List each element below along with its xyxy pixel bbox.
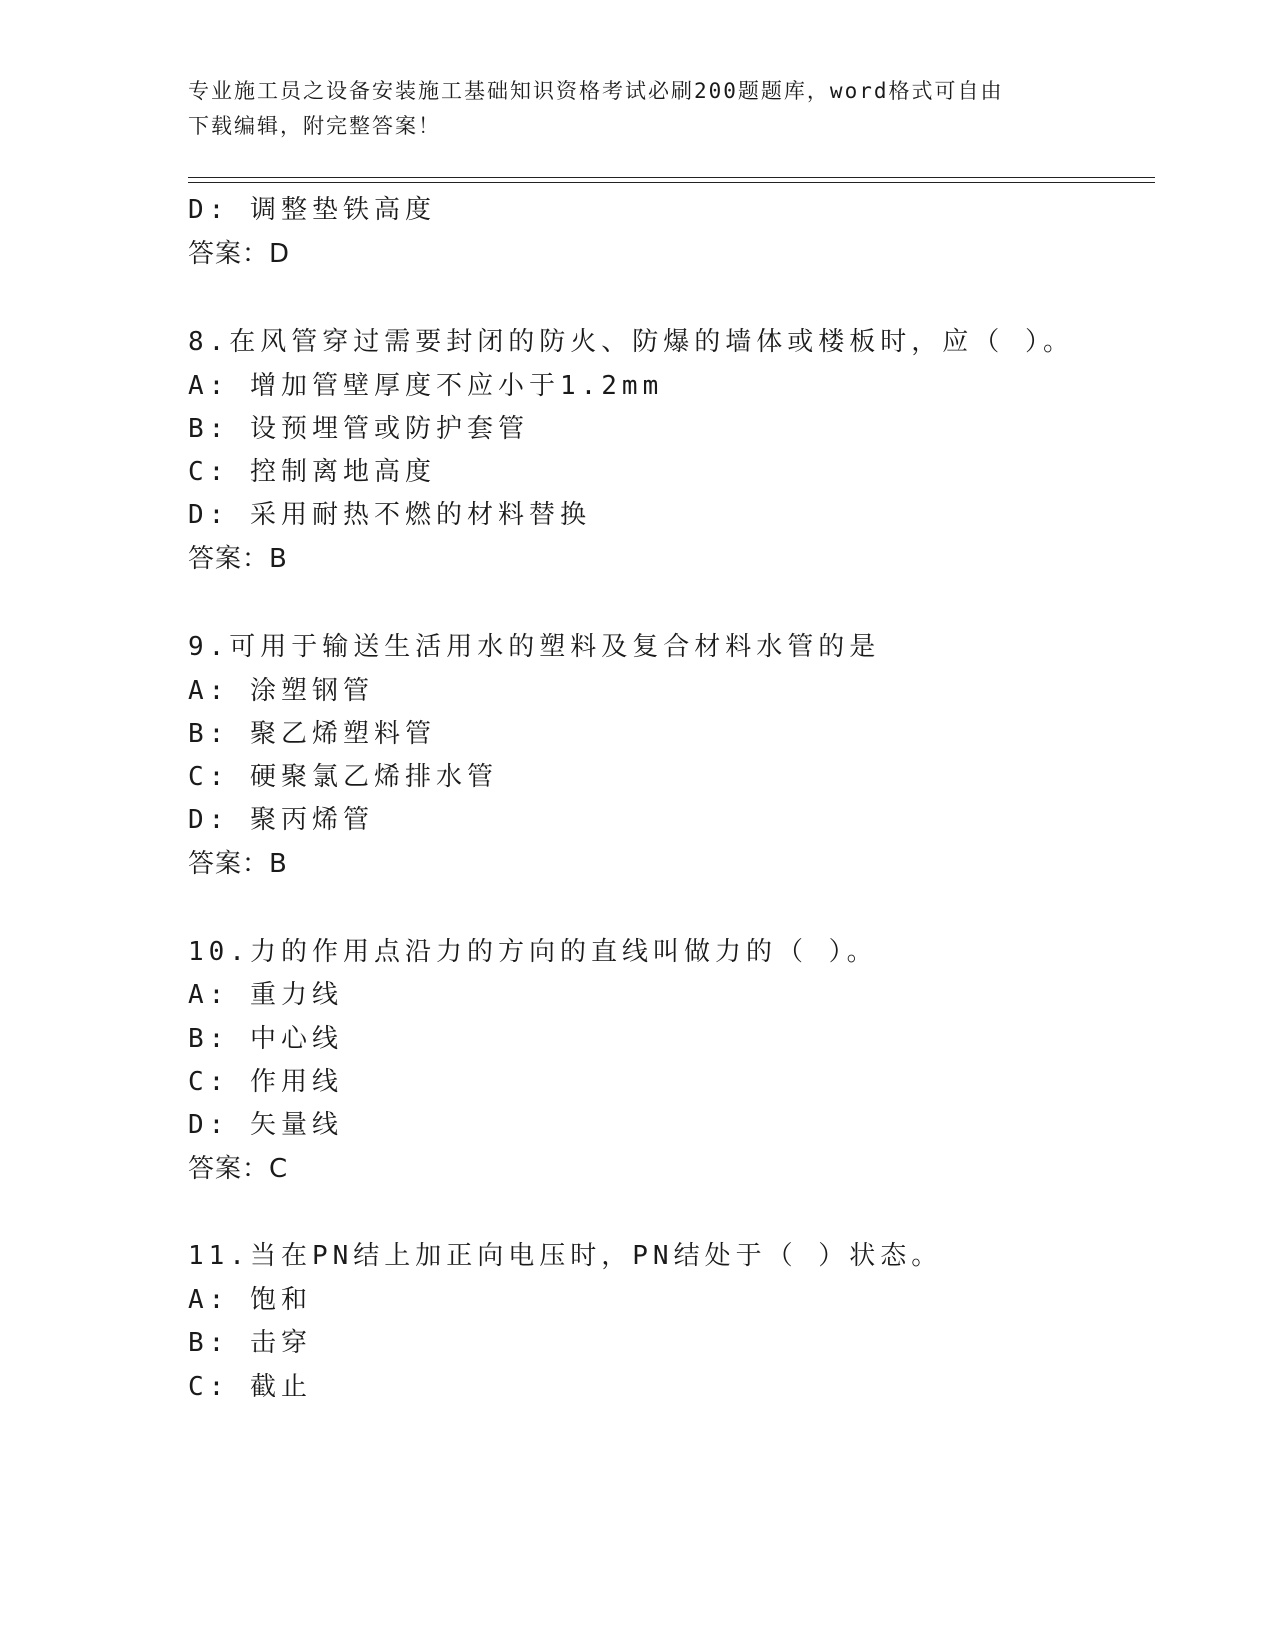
header-divider-bottom — [188, 182, 1155, 183]
question-10-option-c: C: 作用线 — [188, 1067, 343, 1097]
prev-answer: 答案：D — [188, 239, 291, 269]
prev-option-d: D: 调整垫铁高度 — [188, 195, 436, 225]
header-line-2: 下载编辑，附完整答案！ — [188, 114, 441, 138]
document-header — [188, 74, 1068, 144]
question-8-option-c: C: 控制离地高度 — [188, 457, 436, 487]
question-10-answer: 答案：C — [188, 1154, 289, 1184]
question-9-option-a: A: 涂塑钢管 — [188, 676, 374, 706]
question-11-option-b: B: 击穿 — [188, 1328, 312, 1358]
question-10-option-b: B: 中心线 — [188, 1024, 343, 1054]
question-8-option-d: D: 采用耐热不燃的材料替换 — [188, 500, 591, 530]
question-11-option-c: C: 截止 — [188, 1372, 312, 1402]
question-10-stem: 10.力的作用点沿力的方向的直线叫做力的（ ）。 — [188, 937, 878, 967]
question-9-answer: 答案：B — [188, 849, 288, 879]
question-9-option-d: D: 聚丙烯管 — [188, 805, 374, 835]
question-9-option-b: B: 聚乙烯塑料管 — [188, 719, 436, 749]
question-8-option-b: B: 设预埋管或防护套管 — [188, 414, 529, 444]
question-10-option-a: A: 重力线 — [188, 980, 343, 1010]
question-11-option-a: A: 饱和 — [188, 1285, 312, 1315]
header-divider-top — [188, 177, 1155, 178]
question-9-option-c: C: 硬聚氯乙烯排水管 — [188, 762, 498, 792]
question-9-stem: 9.可用于输送生活用水的塑料及复合材料水管的是 — [188, 632, 881, 662]
question-10-option-d: D: 矢量线 — [188, 1110, 343, 1140]
question-8-option-a: A: 增加管壁厚度不应小于1.2mm — [188, 371, 664, 401]
question-8-stem: 8.在风管穿过需要封闭的防火、防爆的墙体或楼板时，应（ ）。 — [188, 327, 1074, 357]
question-11-stem: 11.当在PN结上加正向电压时，PN结处于（ ）状态。 — [188, 1241, 943, 1271]
header-line-1: 专业施工员之设备安装施工基础知识资格考试必刷200题题库，word格式可自由 — [188, 79, 1004, 103]
question-8-answer: 答案：B — [188, 544, 288, 574]
